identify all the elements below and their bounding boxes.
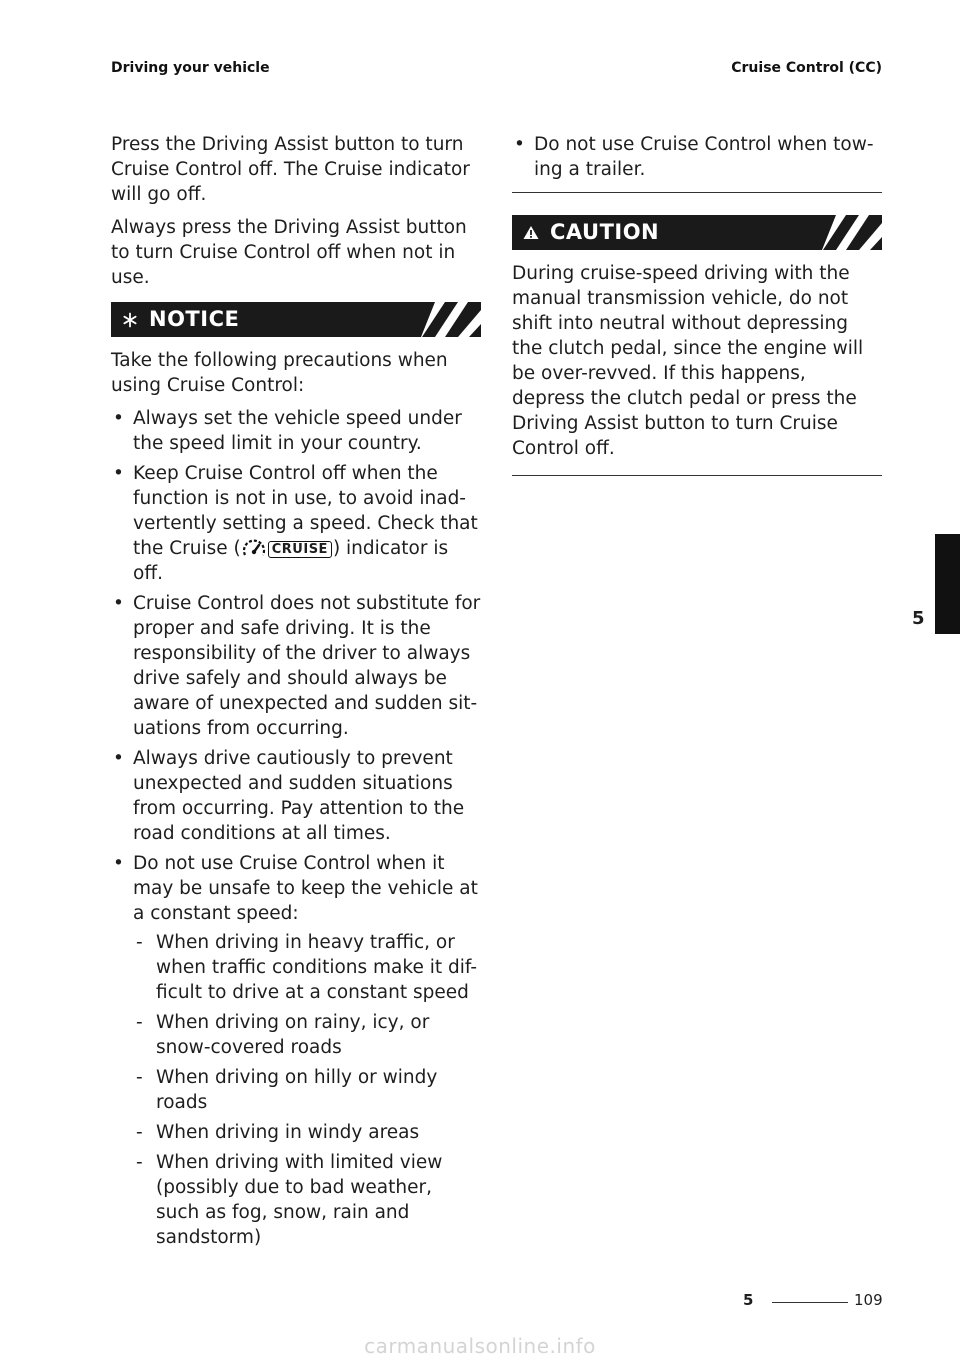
right-column (512, 132, 882, 476)
sub-list-item: - When driving in windy areas (133, 1120, 481, 1145)
paragraph-turn-off: Press the Driving Assist button to turn Cruise Control off. The Cruise indicator will go off. (111, 134, 470, 205)
notice-bullet-list (111, 406, 481, 1250)
asterisk-icon (120, 312, 140, 328)
footer-divider (772, 1302, 848, 1303)
notice-banner (111, 302, 481, 337)
list-item: • Do not use Cruise Control when tow-ing a trailer. (512, 132, 882, 182)
chapter-tab (935, 534, 960, 634)
footer-chapter-number: 5 (743, 1291, 754, 1309)
caution-banner (512, 215, 882, 250)
banner-stripes (822, 215, 882, 250)
caution-title: CAUTION (550, 220, 660, 244)
banner-stripes (421, 302, 481, 337)
divider (512, 475, 882, 476)
list-item: • Always set the vehicle speed under the speed limit in your country. (111, 406, 481, 456)
list-item: • Cruise Control does not substitute for proper and safe driving. It is the responsibility of the driver to always drive safely and should always be aware of unexpected and sudden sit-uations from occurring. (111, 591, 481, 741)
list-item: • Always drive cautiously to prevent unexpected and sudden situations from occurring. Pay attention to the road conditions at all times. (111, 746, 481, 846)
notice-intro: Take the following precautions when using Cruise Control: (111, 350, 448, 396)
notice-title: NOTICE (149, 307, 240, 331)
running-header-topic: Cruise Control (CC) (731, 60, 882, 76)
caution-text: During cruise-speed driving with the manual transmission vehicle, do not shift into neutral without depressing the clutch pedal, since the engine will be over-revved. If this happens, depress the clutch pedal or press the Driving Assist button to turn Cruise Control off. (512, 263, 864, 459)
list-item: • Do not use Cruise Control when it may be unsafe to keep the vehicle at a constant speed: - When driving in heavy traffic, or when traffic conditions make it dif-ficult to drive at a constant speed - When driving on rainy, icy, or snow-covered roads - When driving on hilly or windy roads - When driving in windy areas - When driving with limited view (possibly due to bad weather, such as fog, snow, rain and sandstorm) (111, 851, 481, 1250)
divider (512, 192, 882, 193)
sub-list-item: - When driving in heavy traffic, or when traffic conditions make it dif-ficult to drive at a constant speed (133, 930, 481, 1005)
warning-triangle-icon (521, 225, 541, 240)
right-bullet-list (512, 132, 882, 182)
page-number: 109 (854, 1291, 883, 1309)
cruise-indicator-label: CRUISE (268, 541, 332, 558)
chapter-tab-number: 5 (912, 608, 925, 629)
left-column (111, 132, 481, 1255)
list-item: • Keep Cruise Control off when the function is not in use, to avoid inad-vertently setting a speed. Check that the Cruise ( CRUISE ) indicator is off. (111, 461, 481, 586)
running-header-section: Driving your vehicle (111, 60, 270, 76)
sub-bullet-list (133, 930, 481, 1250)
watermark: carmanualsonline.info (364, 1334, 596, 1358)
cruise-indicator (242, 538, 332, 560)
paragraph-always-press: Always press the Driving Assist button to turn Cruise Control off when not in use. (111, 217, 467, 288)
sub-list-item: - When driving on hilly or windy roads (133, 1065, 481, 1115)
sub-list-item: - When driving with limited view (possibly due to bad weather, such as fog, snow, rain and sandstorm) (133, 1150, 481, 1250)
sub-list-item: - When driving on rainy, icy, or snow-covered roads (133, 1010, 481, 1060)
speedometer-icon (242, 538, 266, 560)
